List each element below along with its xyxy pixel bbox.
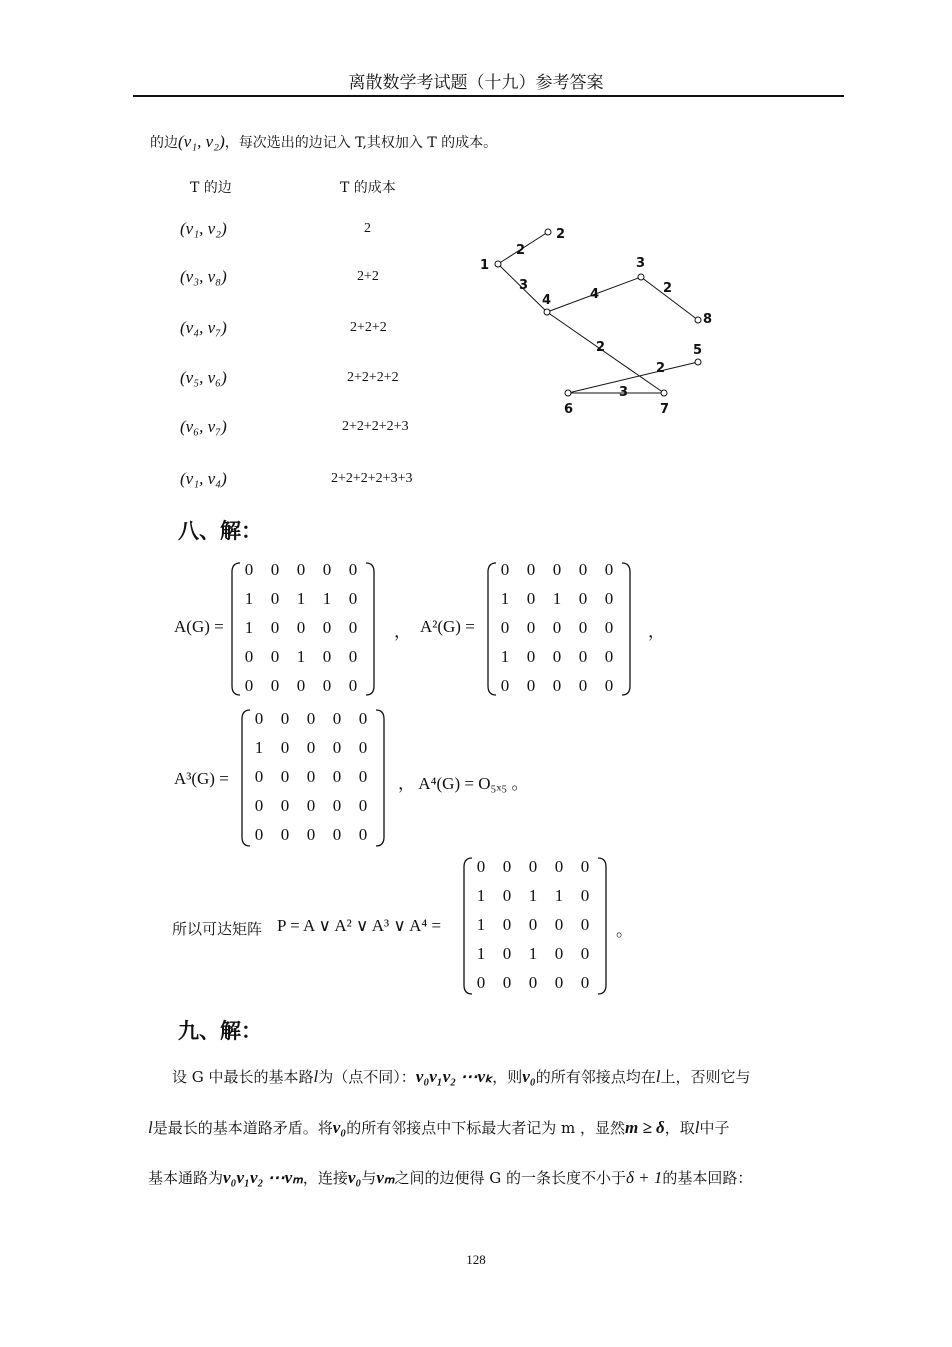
matrix-cell: 0 xyxy=(580,885,590,905)
matrix-cell: 0 xyxy=(280,766,290,786)
matrix-cell: 0 xyxy=(604,646,614,666)
edge-weight: 2 xyxy=(596,340,606,355)
table-row-edge: (v₆, v₇) xyxy=(180,417,227,436)
matrix-cell: 0 xyxy=(502,914,512,934)
graph-edge xyxy=(547,312,664,393)
matrix-cell: 1 xyxy=(528,943,538,963)
matrix-a2 xyxy=(492,555,622,700)
node-label: 8 xyxy=(703,312,713,327)
node-label: 7 xyxy=(660,402,670,417)
path-symbol: l xyxy=(148,1118,153,1137)
graph-node xyxy=(695,359,701,365)
matrix-cell: 0 xyxy=(526,588,536,608)
matrix-cell: 0 xyxy=(528,972,538,992)
matrix-cell: 1 xyxy=(254,737,264,757)
matrix-cell: 0 xyxy=(348,559,358,579)
section-9-line-2 xyxy=(148,1117,730,1138)
matrix-cell: 0 xyxy=(578,588,588,608)
graph-node xyxy=(661,390,667,396)
matrix-cell: 0 xyxy=(322,617,332,637)
matrix-cell: 0 xyxy=(306,824,316,844)
matrix-cell: 0 xyxy=(526,559,536,579)
matrix-cell: 0 xyxy=(526,646,536,666)
p-suffix: 。 xyxy=(616,921,633,940)
vertex-symbol: v₀ xyxy=(522,1067,536,1086)
text-run: 是最长的基本道路矛盾。将 xyxy=(152,1119,333,1137)
matrix-cell: 0 xyxy=(322,646,332,666)
matrix-cell: 0 xyxy=(322,559,332,579)
text-run: 基本通路为 xyxy=(148,1169,224,1187)
vertex-symbol: v₀ xyxy=(332,1118,347,1137)
matrix-cell: 0 xyxy=(502,943,512,963)
section-9-line-1 xyxy=(172,1066,751,1087)
intro-suffix: ，每次选出的边记入 T,其权加入 T 的成本。 xyxy=(224,135,498,151)
matrix-cell: 0 xyxy=(280,737,290,757)
matrix-cell: 0 xyxy=(604,675,614,695)
matrix-cell: 0 xyxy=(244,559,254,579)
table-row-cost: 2+2+2 xyxy=(350,320,387,335)
table-header-cost: T 的成本 xyxy=(340,180,396,196)
matrix-cell: 0 xyxy=(502,972,512,992)
table-row-cost: 2+2+2+2+3+3 xyxy=(331,471,413,486)
path-expression: v₀v₁v₂ ⋯vₖ xyxy=(415,1067,493,1086)
matrix-p xyxy=(468,852,598,997)
matrix-cell: 1 xyxy=(500,588,510,608)
matrix-a1-label: A(G) = xyxy=(174,617,224,636)
intro-edge: (v₁, v₂) xyxy=(178,132,225,151)
table-row-cost: 2 xyxy=(364,221,371,236)
matrix-cell: 0 xyxy=(306,737,316,757)
matrix-cell: 0 xyxy=(270,588,280,608)
matrix-cell: 0 xyxy=(270,646,280,666)
node-label: 4 xyxy=(542,293,552,308)
matrix-cell: 0 xyxy=(476,856,486,876)
matrix-cell: 0 xyxy=(322,675,332,695)
matrix-cell: 0 xyxy=(552,617,562,637)
matrix-cell: 0 xyxy=(580,856,590,876)
matrix-cell: 0 xyxy=(554,972,564,992)
graph-node xyxy=(495,261,501,267)
graph-node xyxy=(565,390,571,396)
table-row-cost: 2+2 xyxy=(357,269,379,284)
matrix-cell: 0 xyxy=(476,972,486,992)
matrix-cell: 0 xyxy=(332,766,342,786)
path-symbol: l xyxy=(313,1067,319,1086)
graph-node xyxy=(695,317,701,323)
matrix-cell: 0 xyxy=(358,795,368,815)
section-8-title: 八、解： xyxy=(178,519,262,543)
matrix-cell: 1 xyxy=(296,588,306,608)
matrix-cell: 0 xyxy=(358,737,368,757)
path-symbol: l xyxy=(655,1067,661,1086)
node-label: 6 xyxy=(564,402,574,417)
table-row-edge: (v₁, v₄) xyxy=(180,469,227,488)
text-run: 的所有邻接点均在 xyxy=(535,1068,656,1086)
matrix-cell: 0 xyxy=(554,856,564,876)
text-run: 的所有邻接点中下标最大者记为 m ，显然 xyxy=(346,1119,625,1137)
edge-weight: 4 xyxy=(590,287,600,302)
section-9-line-3 xyxy=(148,1167,752,1188)
node-label: 5 xyxy=(693,343,703,358)
matrix-cell: 0 xyxy=(270,617,280,637)
node-label: 3 xyxy=(636,256,646,271)
matrix-cell: 0 xyxy=(358,766,368,786)
matrix-cell: 0 xyxy=(270,675,280,695)
matrix-cell: 0 xyxy=(254,708,264,728)
matrix-cell: 1 xyxy=(476,885,486,905)
matrix-cell: 0 xyxy=(270,559,280,579)
matrix-cell: 0 xyxy=(526,617,536,637)
graph-edge xyxy=(568,362,698,393)
matrix-cell: 0 xyxy=(280,708,290,728)
vertex-symbol: v₀ xyxy=(347,1168,362,1187)
matrix-cell: 0 xyxy=(296,617,306,637)
matrix-a2-label: A²(G) = xyxy=(420,617,475,636)
matrix-cell: 1 xyxy=(322,588,332,608)
condition-expression: m ≥ δ xyxy=(625,1118,665,1137)
matrix-a3 xyxy=(246,704,376,849)
table-row-cost: 2+2+2+2 xyxy=(347,370,399,385)
matrix-cell: 0 xyxy=(332,824,342,844)
text-run: ，取 xyxy=(664,1119,695,1137)
matrix-cell: 0 xyxy=(604,617,614,637)
matrix-cell: 0 xyxy=(348,617,358,637)
matrix-cell: 0 xyxy=(306,708,316,728)
a4-statement: ， A⁴(G) = O₅ₓ₅ 。 xyxy=(398,774,529,793)
matrix-cell: 0 xyxy=(604,588,614,608)
matrix-cell: 1 xyxy=(296,646,306,666)
text-run: 上，否则它与 xyxy=(660,1068,751,1086)
text-run: ，则 xyxy=(492,1068,523,1086)
matrix-cell: 0 xyxy=(500,559,510,579)
matrix-cell: 1 xyxy=(528,885,538,905)
path-expression: v₀v₁v₂ ⋯vₘ xyxy=(223,1168,303,1187)
matrix-cell: 0 xyxy=(296,675,306,695)
table-header-edges: T 的边 xyxy=(190,180,232,196)
matrix-cell: 0 xyxy=(306,766,316,786)
table-row-edge: (v₅, v₆) xyxy=(180,368,227,387)
length-expression: δ + 1 xyxy=(626,1168,663,1187)
matrix-cell: 0 xyxy=(528,856,538,876)
matrix-cell: 0 xyxy=(552,559,562,579)
matrix-cell: 0 xyxy=(254,824,264,844)
separator-comma: ， xyxy=(648,622,665,641)
matrix-cell: 0 xyxy=(280,824,290,844)
matrix-cell: 0 xyxy=(244,675,254,695)
edge-weight: 3 xyxy=(619,385,629,400)
graph-node xyxy=(638,274,644,280)
matrix-cell: 1 xyxy=(244,617,254,637)
matrix-cell: 0 xyxy=(528,914,538,934)
matrix-cell: 0 xyxy=(604,559,614,579)
page-number: 128 xyxy=(466,1252,486,1267)
matrix-cell: 0 xyxy=(578,646,588,666)
separator-comma: ， xyxy=(394,622,411,641)
path-symbol: l xyxy=(694,1118,700,1137)
matrix-cell: 0 xyxy=(348,646,358,666)
table-row-edge: (v₄, v₇) xyxy=(180,318,227,337)
table-row-edge: (v₃, v₈) xyxy=(180,267,227,286)
table-row-edge: (v₁, v₂) xyxy=(180,219,227,238)
matrix-cell: 0 xyxy=(332,795,342,815)
matrix-cell: 0 xyxy=(296,559,306,579)
intro-line xyxy=(150,132,497,152)
matrix-cell: 0 xyxy=(552,646,562,666)
matrix-cell: 0 xyxy=(348,588,358,608)
text-run: ，连接 xyxy=(302,1169,348,1187)
edge-weight: 2 xyxy=(656,361,666,376)
matrix-cell: 0 xyxy=(578,559,588,579)
matrix-cell: 0 xyxy=(500,675,510,695)
matrix-cell: 0 xyxy=(580,972,590,992)
edge-weight: 2 xyxy=(516,243,526,258)
matrix-cell: 0 xyxy=(306,795,316,815)
matrix-cell: 1 xyxy=(552,588,562,608)
text-run: 与 xyxy=(361,1169,377,1187)
matrix-cell: 0 xyxy=(502,885,512,905)
matrix-cell: 0 xyxy=(280,795,290,815)
matrix-cell: 1 xyxy=(476,943,486,963)
edge-weight: 3 xyxy=(519,278,529,293)
matrix-cell: 0 xyxy=(254,766,264,786)
intro-prefix: 的边 xyxy=(150,135,178,151)
text-run: 中子 xyxy=(699,1119,730,1137)
matrix-cell: 0 xyxy=(580,914,590,934)
graph-node xyxy=(545,229,551,235)
matrix-cell: 0 xyxy=(502,856,512,876)
node-label: 2 xyxy=(556,227,566,242)
matrix-cell: 0 xyxy=(358,824,368,844)
matrix-cell: 0 xyxy=(254,795,264,815)
matrix-cell: 0 xyxy=(332,708,342,728)
matrix-a3-label: A³(G) = xyxy=(174,769,229,788)
text-run: 设 G 中最长的基本路 xyxy=(172,1068,314,1086)
matrix-cell: 0 xyxy=(580,943,590,963)
page-header-title: 离散数学考试题（十九）参考答案 xyxy=(348,73,604,93)
table-row-cost: 2+2+2+2+3 xyxy=(342,419,409,434)
edge-weight: 2 xyxy=(663,281,673,296)
matrix-cell: 0 xyxy=(332,737,342,757)
node-label: 1 xyxy=(480,258,490,273)
p-prefix: 所以可达矩阵 xyxy=(172,920,263,938)
header-rule xyxy=(133,95,844,97)
matrix-cell: 0 xyxy=(578,617,588,637)
matrix-cell: 1 xyxy=(476,914,486,934)
text-run: 为（点不同）： xyxy=(318,1068,416,1086)
matrix-cell: 0 xyxy=(348,675,358,695)
section-9-title: 九、解： xyxy=(178,1019,262,1043)
p-formula: P = A ∨ A² ∨ A³ ∨ A⁴ = xyxy=(277,916,442,935)
matrix-cell: 0 xyxy=(244,646,254,666)
text-run: 之间的边便得 G 的一条长度不小于 xyxy=(394,1169,627,1187)
graph-node xyxy=(544,309,550,315)
matrix-cell: 0 xyxy=(526,675,536,695)
matrix-a1 xyxy=(236,555,366,700)
matrix-cell: 0 xyxy=(552,675,562,695)
matrix-cell: 0 xyxy=(554,914,564,934)
text-run: 的基本回路： xyxy=(662,1169,753,1187)
vertex-symbol: vₘ xyxy=(376,1168,395,1187)
matrix-cell: 1 xyxy=(244,588,254,608)
matrix-cell: 1 xyxy=(554,885,564,905)
matrix-cell: 0 xyxy=(578,675,588,695)
spanning-tree-graph xyxy=(470,210,730,420)
matrix-cell: 0 xyxy=(358,708,368,728)
matrix-cell: 1 xyxy=(500,646,510,666)
matrix-cell: 0 xyxy=(500,617,510,637)
matrix-cell: 0 xyxy=(554,943,564,963)
